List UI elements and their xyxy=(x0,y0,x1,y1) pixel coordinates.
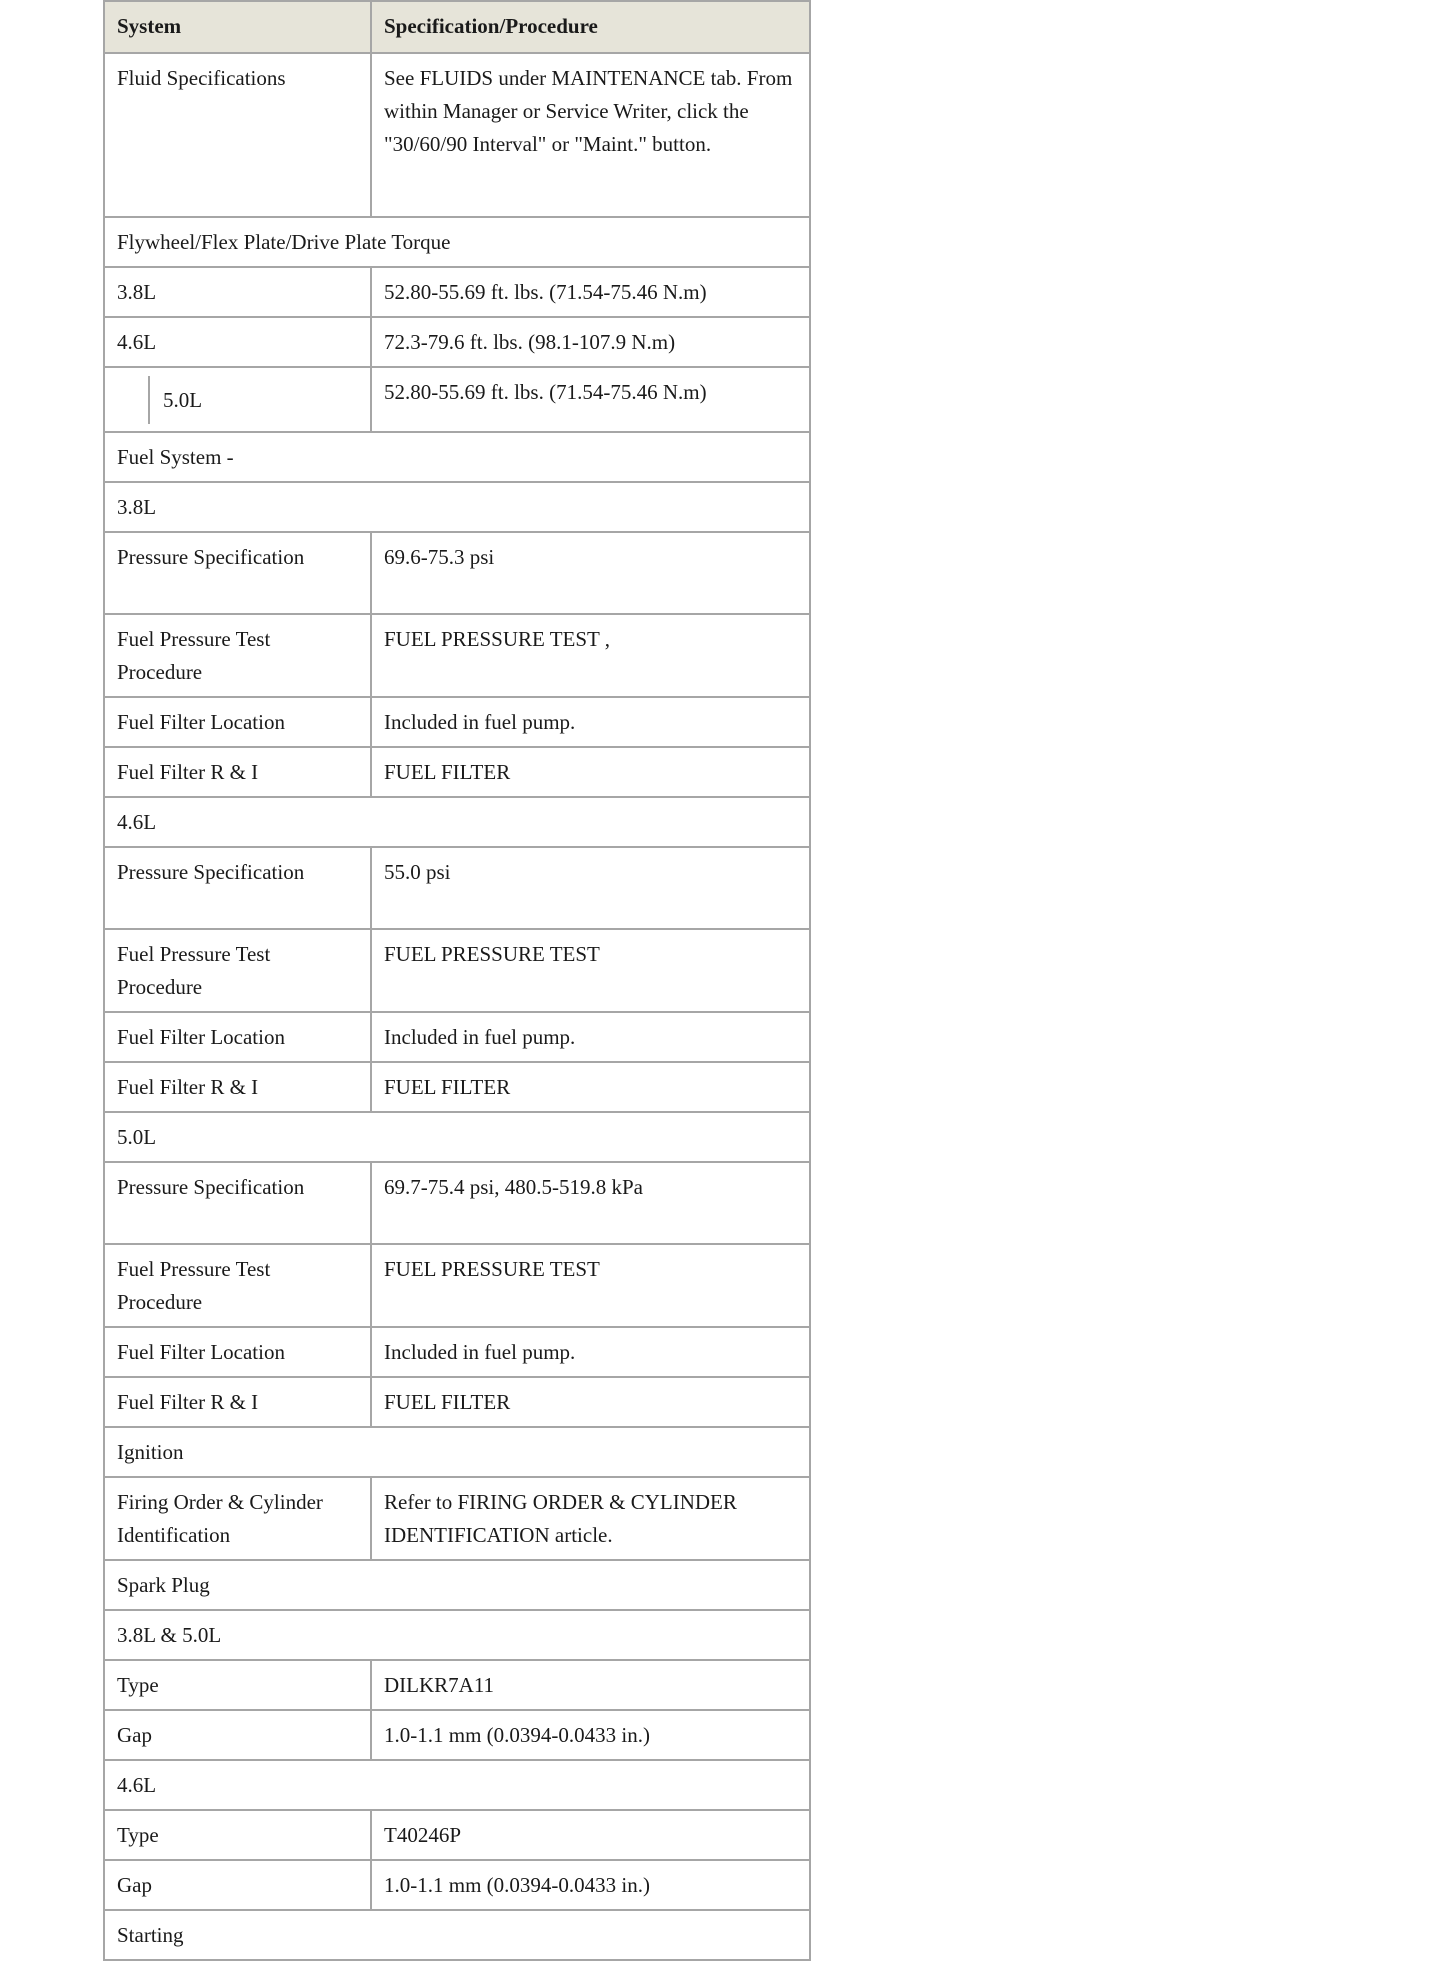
row-label-split xyxy=(117,376,358,424)
row-value: 52.80-55.69 ft. lbs. (71.54-75.46 N.m) xyxy=(371,267,810,317)
row-value: 1.0-1.1 mm (0.0394-0.0433 in.) xyxy=(371,1860,810,1910)
subsection-engine: 3.8L xyxy=(104,482,810,532)
row-value: Included in fuel pump. xyxy=(371,697,810,747)
table-row xyxy=(104,367,810,432)
subsection-row xyxy=(104,1112,810,1162)
row-label: Pressure Specification xyxy=(104,1162,371,1244)
row-value: FUEL FILTER xyxy=(371,1062,810,1112)
row-value: See FLUIDS under MAINTENANCE tab. From within Manager or Service Writer, click the "30/60/90 Interval" or "Maint." button. xyxy=(371,53,810,217)
row-label: Fuel Pressure Test Procedure xyxy=(104,614,371,697)
table-body xyxy=(104,53,810,1960)
table-row xyxy=(104,1860,810,1910)
row-value: Included in fuel pump. xyxy=(371,1327,810,1377)
header-spec: Specification/Procedure xyxy=(371,1,810,53)
row-label: Fuel Filter Location xyxy=(104,697,371,747)
row-value: DILKR7A11 xyxy=(371,1660,810,1710)
row-label: Pressure Specification xyxy=(104,532,371,614)
row-label: Fuel Filter Location xyxy=(104,1327,371,1377)
row-label: Type xyxy=(104,1660,371,1710)
section-spark: Spark Plug xyxy=(104,1560,810,1610)
table-header xyxy=(104,1,810,53)
subsection-engine: 4.6L xyxy=(104,1760,810,1810)
row-value: Included in fuel pump. xyxy=(371,1012,810,1062)
section-ignition: Ignition xyxy=(104,1427,810,1477)
table-row xyxy=(104,614,810,697)
row-value: FUEL PRESSURE TEST xyxy=(371,1244,810,1327)
row-label: Fuel Filter R & I xyxy=(104,747,371,797)
table-row xyxy=(104,53,810,217)
section-flywheel: Flywheel/Flex Plate/Drive Plate Torque xyxy=(104,217,810,267)
row-value: 69.7-75.4 psi, 480.5-519.8 kPa xyxy=(371,1162,810,1244)
row-label: Pressure Specification xyxy=(104,847,371,929)
spec-table xyxy=(103,0,811,1961)
row-value: 52.80-55.69 ft. lbs. (71.54-75.46 N.m) xyxy=(371,367,810,432)
table-row xyxy=(104,1012,810,1062)
section-fuel: Fuel System - xyxy=(104,432,810,482)
table-row xyxy=(104,1244,810,1327)
row-value: 69.6-75.3 psi xyxy=(371,532,810,614)
table-row xyxy=(104,267,810,317)
row-value: FUEL PRESSURE TEST , xyxy=(371,614,810,697)
row-value: FUEL FILTER xyxy=(371,1377,810,1427)
row-label: Firing Order & Cylinder Identification xyxy=(104,1477,371,1560)
table-row xyxy=(104,1710,810,1760)
header-system: System xyxy=(104,1,371,53)
row-value: Refer to FIRING ORDER & CYLINDER IDENTIFICATION article. xyxy=(371,1477,810,1560)
row-value: 72.3-79.6 ft. lbs. (98.1-107.9 N.m) xyxy=(371,317,810,367)
table-row xyxy=(104,929,810,1012)
table-row xyxy=(104,1162,810,1244)
table-row xyxy=(104,1477,810,1560)
row-value: FUEL FILTER xyxy=(371,747,810,797)
row-label: Gap xyxy=(104,1860,371,1910)
table-row xyxy=(104,1660,810,1710)
subsection-engine: 4.6L xyxy=(104,797,810,847)
row-label: 5.0L xyxy=(163,388,203,412)
header-row xyxy=(104,1,810,53)
row-label: Fuel Pressure Test Procedure xyxy=(104,929,371,1012)
row-label: Fluid Specifications xyxy=(104,53,371,217)
row-label: Gap xyxy=(104,1710,371,1760)
section-row xyxy=(104,1427,810,1477)
section-row xyxy=(104,1910,810,1960)
table-row xyxy=(104,1377,810,1427)
row-label-cell xyxy=(104,367,371,432)
row-value: T40246P xyxy=(371,1810,810,1860)
table-row xyxy=(104,847,810,929)
subsection-row xyxy=(104,1760,810,1810)
table-row xyxy=(104,1062,810,1112)
table-row xyxy=(104,1810,810,1860)
table-row xyxy=(104,532,810,614)
row-label: 4.6L xyxy=(104,317,371,367)
row-label: Type xyxy=(104,1810,371,1860)
subsection-row xyxy=(104,482,810,532)
row-label: Fuel Filter R & I xyxy=(104,1377,371,1427)
row-value: FUEL PRESSURE TEST xyxy=(371,929,810,1012)
row-value: 55.0 psi xyxy=(371,847,810,929)
subsection-row xyxy=(104,1610,810,1660)
row-label: Fuel Filter R & I xyxy=(104,1062,371,1112)
subsection-engine: 3.8L & 5.0L xyxy=(104,1610,810,1660)
subsection-row xyxy=(104,797,810,847)
table-row xyxy=(104,747,810,797)
section-starting: Starting xyxy=(104,1910,810,1960)
row-label: 3.8L xyxy=(104,267,371,317)
subsection-engine: 5.0L xyxy=(104,1112,810,1162)
row-label: Fuel Filter Location xyxy=(104,1012,371,1062)
section-row xyxy=(104,217,810,267)
section-row xyxy=(104,1560,810,1610)
row-label: Fuel Pressure Test Procedure xyxy=(104,1244,371,1327)
table-row xyxy=(104,697,810,747)
table-row xyxy=(104,317,810,367)
section-row xyxy=(104,432,810,482)
table-row xyxy=(104,1327,810,1377)
spacer-cell xyxy=(117,376,150,424)
row-value: 1.0-1.1 mm (0.0394-0.0433 in.) xyxy=(371,1710,810,1760)
